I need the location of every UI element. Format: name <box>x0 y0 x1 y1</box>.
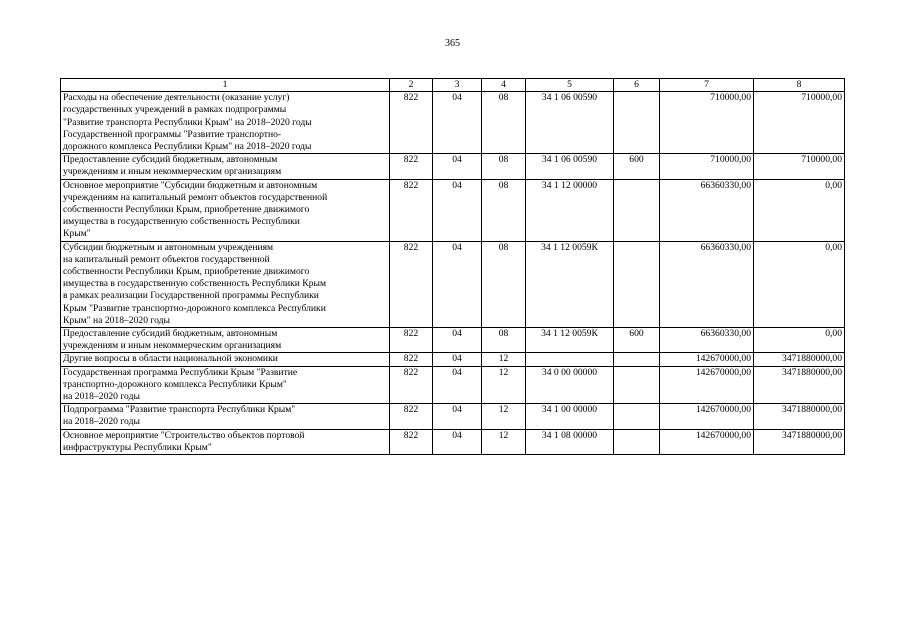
expense-type-cell <box>614 404 660 429</box>
table-row <box>61 179 845 241</box>
expense-type-cell <box>614 353 660 366</box>
item-name-line: учреждениям на капитальный ремонт объектов государственной <box>63 191 328 203</box>
table-row <box>61 366 845 404</box>
table-row <box>61 241 845 327</box>
budget-table <box>60 78 845 455</box>
item-name-line: инфраструктуры Республики Крым" <box>63 441 212 453</box>
amount-col7-cell: 142670000,00 <box>660 404 754 429</box>
item-name-line: Крым" на 2018–2020 годы <box>63 314 170 326</box>
expense-type-cell <box>614 179 660 241</box>
item-name-cell <box>61 429 390 454</box>
target-article-cell: 34 1 06 00590 <box>526 154 614 179</box>
header-row <box>61 79 845 92</box>
section-code-cell: 04 <box>433 179 482 241</box>
section-code-cell: 04 <box>433 154 482 179</box>
item-name-line: собственности Республики Крым, приобретение движимого <box>63 204 310 216</box>
target-article-cell: 34 1 00 00000 <box>526 404 614 429</box>
table-row <box>61 353 845 366</box>
amount-col7-cell: 710000,00 <box>660 154 754 179</box>
subsection-code-cell: 08 <box>482 179 526 241</box>
column-header: 7 <box>660 79 754 92</box>
item-name-line: Предоставление субсидий бюджетным, автономным <box>63 154 278 166</box>
table-row <box>61 404 845 429</box>
column-header: 8 <box>754 79 845 92</box>
target-article-cell <box>526 353 614 366</box>
subsection-code-cell: 12 <box>482 429 526 454</box>
item-name-line: собственности Республики Крым, приобретение движимого <box>63 266 310 278</box>
item-name-line: на капитальный ремонт объектов государственной <box>63 253 270 265</box>
item-name-line: имущества в государственную собственность Республики Крым <box>63 278 327 290</box>
item-name-line: транспортно-дорожного комплекса Республики Крым" <box>63 378 287 390</box>
section-code-cell: 04 <box>433 241 482 327</box>
expense-type-cell <box>614 429 660 454</box>
item-name-line: Государственной программы "Развитие транспортно- <box>63 128 282 140</box>
expense-type-cell <box>614 241 660 327</box>
amount-col7-cell: 142670000,00 <box>660 353 754 366</box>
admin-code-cell: 822 <box>390 241 433 327</box>
item-name-line: на 2018–2020 годы <box>63 416 140 428</box>
column-header: 3 <box>433 79 482 92</box>
target-article-cell: 34 0 00 00000 <box>526 366 614 404</box>
item-name-cell <box>61 179 390 241</box>
item-name-line: Основное мероприятие "Строительство объектов портовой <box>63 429 305 441</box>
item-name-line: учреждениям и иным некоммерческим организациям <box>63 166 282 178</box>
table-row <box>61 92 845 154</box>
column-header: 1 <box>61 79 390 92</box>
item-name-line: Предоставление субсидий бюджетным, автономным <box>63 328 278 340</box>
item-name-line: Государственная программа Республики Крым "Развитие <box>63 366 298 378</box>
item-name-line: Расходы на обеспечение деятельности (оказание услуг) <box>63 92 290 104</box>
item-name-line: государственных учреждений в рамках подпрограммы <box>63 104 287 116</box>
subsection-code-cell: 08 <box>482 154 526 179</box>
item-name-cell <box>61 241 390 327</box>
expense-type-cell: 600 <box>614 328 660 353</box>
admin-code-cell: 822 <box>390 404 433 429</box>
subsection-code-cell: 12 <box>482 353 526 366</box>
amount-col8-cell: 710000,00 <box>754 92 845 154</box>
admin-code-cell: 822 <box>390 92 433 154</box>
target-article-cell: 34 1 08 00000 <box>526 429 614 454</box>
item-name-cell <box>61 366 390 404</box>
item-name-line: имущества в государственную собственность Республики <box>63 216 300 228</box>
column-header: 6 <box>614 79 660 92</box>
item-name-line: дорожного комплекса Республики Крым" на 2018–2020 годы <box>63 141 312 153</box>
section-code-cell: 04 <box>433 328 482 353</box>
column-header: 2 <box>390 79 433 92</box>
admin-code-cell: 822 <box>390 154 433 179</box>
item-name-cell <box>61 404 390 429</box>
target-article-cell: 34 1 12 0059К <box>526 328 614 353</box>
table-row <box>61 429 845 454</box>
amount-col8-cell: 3471880000,00 <box>754 404 845 429</box>
expense-type-cell: 600 <box>614 154 660 179</box>
admin-code-cell: 822 <box>390 366 433 404</box>
amount-col8-cell: 3471880000,00 <box>754 429 845 454</box>
amount-col8-cell: 0,00 <box>754 328 845 353</box>
item-name-line: Другие вопросы в области национальной экономики <box>63 353 278 365</box>
admin-code-cell: 822 <box>390 179 433 241</box>
item-name-line: Подпрограмма "Развитие транспорта Республики Крым" <box>63 404 296 416</box>
expense-type-cell <box>614 366 660 404</box>
expense-type-cell <box>614 92 660 154</box>
column-header: 4 <box>482 79 526 92</box>
subsection-code-cell: 12 <box>482 404 526 429</box>
amount-col8-cell: 710000,00 <box>754 154 845 179</box>
amount-col7-cell: 66360330,00 <box>660 241 754 327</box>
amount-col7-cell: 66360330,00 <box>660 179 754 241</box>
amount-col8-cell: 0,00 <box>754 179 845 241</box>
page-number: 365 <box>445 38 460 49</box>
target-article-cell: 34 1 06 00590 <box>526 92 614 154</box>
amount-col7-cell: 66360330,00 <box>660 328 754 353</box>
item-name-line: в рамках реализации Государственной программы Республики <box>63 290 319 302</box>
item-name-line: Основное мероприятие "Субсидии бюджетным и автономным <box>63 179 318 191</box>
item-name-line: на 2018–2020 годы <box>63 391 140 403</box>
admin-code-cell: 822 <box>390 328 433 353</box>
table-row <box>61 154 845 179</box>
section-code-cell: 04 <box>433 92 482 154</box>
amount-col8-cell: 0,00 <box>754 241 845 327</box>
item-name-cell <box>61 328 390 353</box>
item-name-line: Крым "Развитие транспортно-дорожного комплекса Республики <box>63 302 326 314</box>
section-code-cell: 04 <box>433 404 482 429</box>
amount-col7-cell: 710000,00 <box>660 92 754 154</box>
item-name-line: учреждениям и иным некоммерческим организациям <box>63 340 282 352</box>
item-name-line: Крым" <box>63 228 91 240</box>
section-code-cell: 04 <box>433 366 482 404</box>
subsection-code-cell: 08 <box>482 241 526 327</box>
amount-col8-cell: 3471880000,00 <box>754 366 845 404</box>
table-row <box>61 328 845 353</box>
subsection-code-cell: 08 <box>482 92 526 154</box>
item-name-cell <box>61 92 390 154</box>
admin-code-cell: 822 <box>390 353 433 366</box>
subsection-code-cell: 08 <box>482 328 526 353</box>
amount-col7-cell: 142670000,00 <box>660 429 754 454</box>
target-article-cell: 34 1 12 0059К <box>526 241 614 327</box>
column-header: 5 <box>526 79 614 92</box>
item-name-line: Субсидии бюджетным и автономным учреждениям <box>63 241 274 253</box>
item-name-line: "Развитие транспорта Республики Крым" на 2018–2020 годы <box>63 116 312 128</box>
item-name-cell <box>61 154 390 179</box>
amount-col8-cell: 3471880000,00 <box>754 353 845 366</box>
subsection-code-cell: 12 <box>482 366 526 404</box>
target-article-cell: 34 1 12 00000 <box>526 179 614 241</box>
section-code-cell: 04 <box>433 429 482 454</box>
section-code-cell: 04 <box>433 353 482 366</box>
amount-col7-cell: 142670000,00 <box>660 366 754 404</box>
item-name-cell <box>61 353 390 366</box>
admin-code-cell: 822 <box>390 429 433 454</box>
